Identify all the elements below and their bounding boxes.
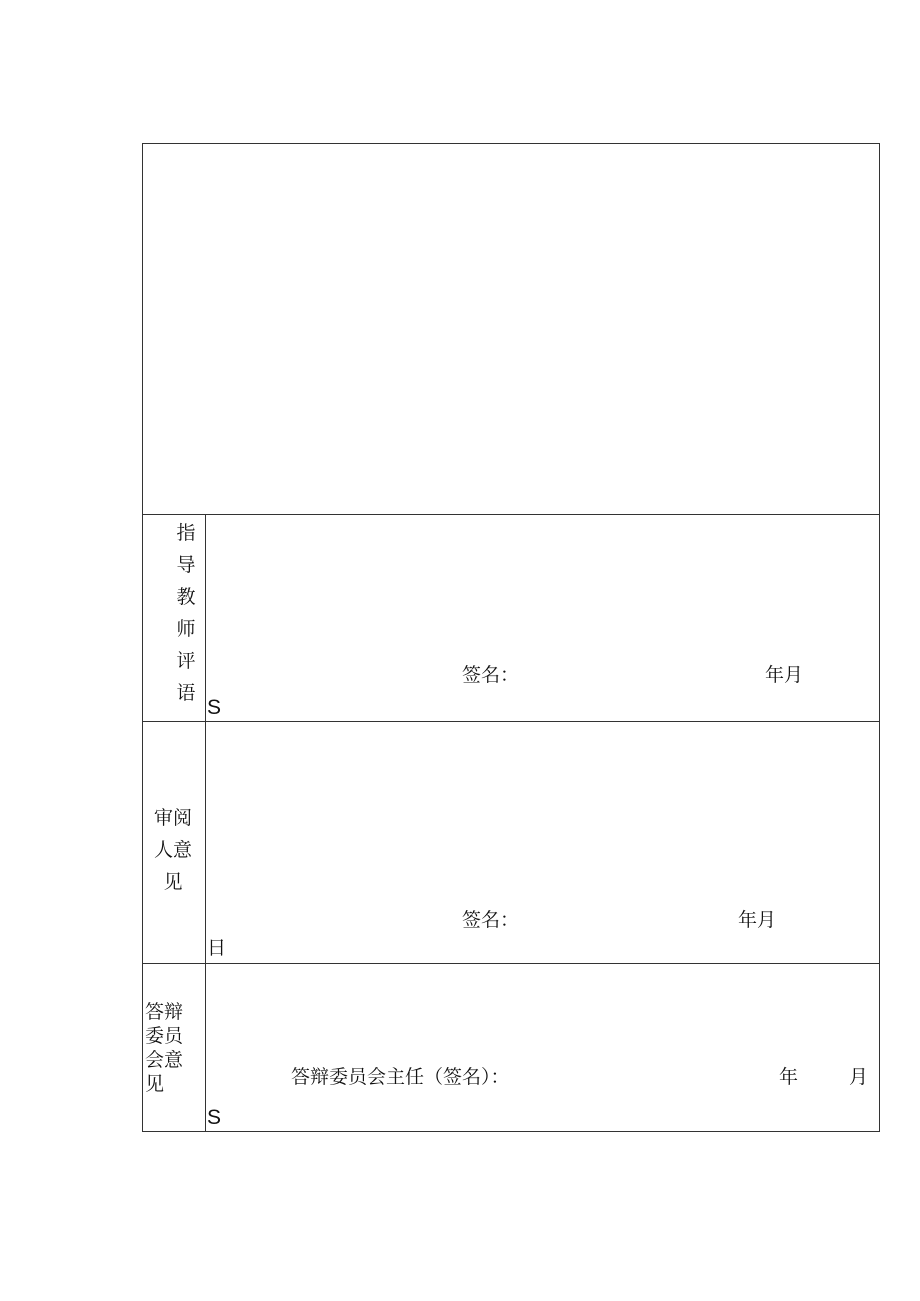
reviewer-trailing-mark: 日 — [207, 937, 227, 959]
committee-opinion-field[interactable] — [206, 964, 880, 1132]
reviewer-opinion-label — [154, 802, 192, 898]
advisor-comment-field[interactable] — [206, 515, 880, 721]
committee-trailing-mark: S — [207, 1106, 222, 1129]
label-char: 指 — [176, 522, 196, 544]
label-char: 师 — [176, 618, 196, 640]
label-line: 见 — [145, 1073, 165, 1095]
committee-opinion-label — [145, 1000, 183, 1096]
label-line: 审阅 — [154, 807, 193, 829]
label-line: 会意 — [145, 1049, 184, 1071]
advisor-signature-label: 签名： — [462, 664, 520, 686]
evaluation-form-table — [142, 143, 880, 1132]
committee-month-label: 月 — [849, 1066, 869, 1088]
top-blank-area — [143, 144, 879, 514]
reviewer-opinion-field[interactable] — [206, 722, 880, 963]
advisor-comment-row — [143, 515, 879, 721]
committee-opinion-row — [143, 964, 879, 1132]
committee-year-label: 年 — [779, 1066, 799, 1088]
advisor-comment-label — [171, 517, 201, 709]
label-char: 评 — [176, 650, 196, 672]
label-line: 委员 — [145, 1025, 184, 1047]
label-char: 导 — [176, 554, 196, 576]
reviewer-date-label: 年月 — [738, 909, 777, 931]
label-line: 见 — [163, 871, 183, 893]
label-char: 语 — [176, 682, 196, 704]
label-char: 教 — [176, 586, 196, 608]
committee-chair-signature-label: 答辩委员会主任（签名）： — [291, 1066, 510, 1088]
label-line: 答辩 — [145, 1001, 184, 1023]
reviewer-opinion-row — [143, 722, 879, 963]
label-line: 人意 — [154, 839, 193, 861]
advisor-date-label: 年月 — [765, 664, 804, 686]
advisor-trailing-mark: S — [207, 696, 222, 719]
reviewer-signature-label: 签名： — [462, 909, 520, 931]
